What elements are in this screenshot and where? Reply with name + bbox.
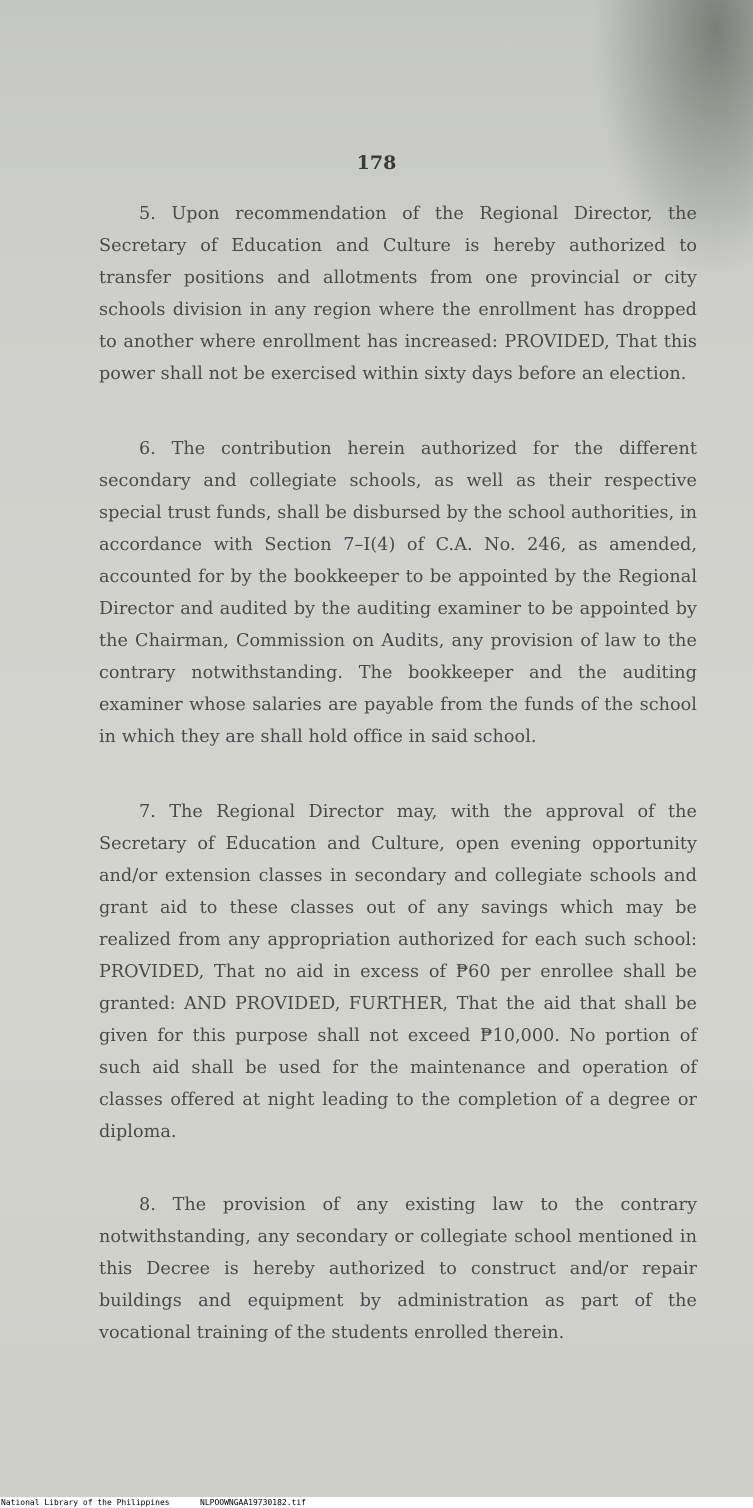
- scan-footer: [0, 1497, 753, 1508]
- page-number: 178: [356, 152, 397, 174]
- paragraph-5: 5. Upon recommendation of the Regional Director, the Secretary of Education and Culture is hereby authorized to transfer positions and allotments from one provincial or city schools division in any region where the enrollment has dropped to another where enrollment has increased: PROVIDED, That this power shall not be exercised within sixty days before an election.: [99, 204, 697, 385]
- library-credit: National Library of the Philippines: [1, 1498, 170, 1507]
- paragraph-7: 7. The Regional Director may, with the approval of the Secretary of Education and Culture, open evening opportunity and/or extension classes in secondary and collegiate schools and grant aid to these classes out of any savings which may be realized from any appropriation authorized for each such school: PROVIDED, That no aid in excess of ₱60 per enrollee shall be granted: AND PROVIDED, FURTHER, That the aid that shall be given for this purpose shall not exceed ₱10,000. No portion of such aid shall be used for the maintenance and operation of classes offered at night leading to the completion of a degree or diploma.: [99, 801, 697, 1143]
- body-text: [99, 198, 697, 1391]
- scan-filename: NLPOOWNGAA19730182.tif: [200, 1498, 306, 1507]
- paragraph-6: 6. The contribution herein authorized for the different secondary and collegiate schools, as well as their respective special trust funds, shall be disbursed by the school authorities, in accordance with Section 7–I(4) of C.A. No. 246, as amended, accounted for by the bookkeeper to be appointed by the Regional Director and audited by the auditing examiner to be appointed by the Chairman, Commission on Audits, any provision of law to the contrary notwithstanding. The bookkeeper and the auditing examiner whose salaries are payable from the funds of the school in which they are shall hold office in said school.: [99, 438, 697, 748]
- paragraph-8: 8. The provision of any existing law to the contrary notwithstanding, any secondary or collegiate school mentioned in this Decree is hereby authorized to construct and/or repair buildings and equipment by administration as part of the vocational training of the students enrolled therein.: [99, 1194, 697, 1343]
